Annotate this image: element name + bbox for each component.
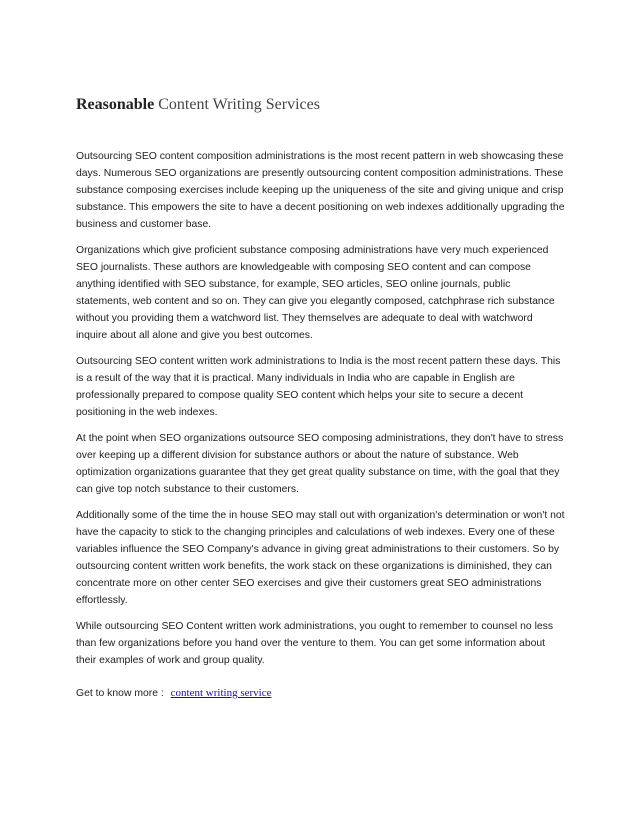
paragraph-6: While outsourcing SEO Content written work administrations, you ought to remember to counsel no less than few organizations before you hand over the venture to them. You can get some information about their examples of work and group quality. bbox=[76, 621, 554, 666]
title-rest-text: Content Writing Services bbox=[154, 96, 320, 113]
title-bold-word: Reasonable bbox=[76, 96, 155, 113]
paragraph-5: Additionally some of the time the in house SEO may stall out with organization's determination or won't not have the capacity to stick to the changing principles and calculations of web indexes. Every one of these variables influence the SEO Company's advance in giving great administrations to their customers. So by outsourcing content written work benefits, the work stack on these organizations is diminished, they can concentrate more on other center SEO exercises and give their customers great SEO administrations effortlessly. bbox=[76, 510, 565, 606]
footer-line bbox=[76, 685, 271, 702]
paragraph-1: Outsourcing SEO content composition administrations is the most recent pattern in web showcasing these days. Numerous SEO organizations are presently outsourcing content composition administrations. These substance composing exercises include keeping up the uniqueness of the site and giving unique and crisp substance. This empowers the site to have a decent positioning on web indexes additionally upgrading the business and customer base. bbox=[76, 151, 565, 230]
document-body bbox=[76, 148, 566, 678]
paragraph-3: Outsourcing SEO content written work administrations to India is the most recent pattern these days. This is a result of the way that it is practical. Many individuals in India who are capable in English are professionally prepared to compose quality SEO content which helps your site to secure a decent positioning in the web indexes. bbox=[76, 356, 561, 418]
footer-label: Get to know more : bbox=[76, 688, 164, 699]
paragraph-2: Organizations which give proficient substance composing administrations have very much experienced SEO journalists. These authors are knowledgeable with composing SEO content and can compose anything identified with SEO substance, for example, SEO articles, SEO online journals, public statements, web content and so on. They can give you elegantly composed, catchphrase rich substance without you providing them a watchword list. They themselves are adequate to deal with watchword inquire about all alone and give you best outcomes. bbox=[76, 245, 555, 341]
paragraph-4: At the point when SEO organizations outsource SEO composing administrations, they don't have to stress over keeping up a different division for substance authors or about the nature of substance. Web optimization organizations guarantee that they get great quality substance on time, with the goal that they can give top notch substance to their customers. bbox=[76, 433, 564, 495]
content-writing-service-link[interactable]: content writing service bbox=[170, 687, 272, 699]
document-title bbox=[76, 96, 320, 114]
